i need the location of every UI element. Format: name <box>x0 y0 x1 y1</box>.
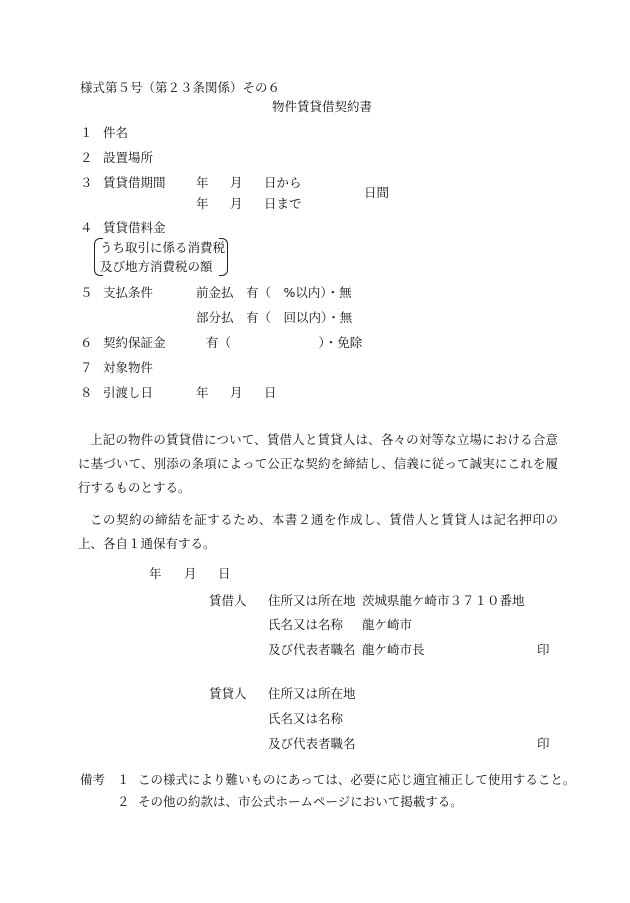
lessor-name-label: 氏名又は名称 <box>268 711 344 726</box>
period-days: 日間 <box>364 185 390 200</box>
delivery-day: 日 <box>264 385 277 400</box>
tax-note-line1: うち取引に係る消費税 <box>100 240 226 255</box>
tax-note-right-bracket <box>219 238 228 276</box>
period-from-day: 日から <box>264 175 302 190</box>
remarks-item-number: ２ <box>117 794 130 809</box>
sign-date-day: 日 <box>218 566 231 581</box>
remarks-item-text: その他の約款は、市公式ホームページにおいて掲載する。 <box>138 794 463 809</box>
lessee-name-label: 氏名又は名称 <box>268 617 344 632</box>
item-label-payment: 支払条件 <box>103 285 154 300</box>
item-number: ８ <box>80 385 93 400</box>
remarks-item-text: この様式により難いものにあっては、必要に応じ適宜補正して使用すること。 <box>138 772 576 787</box>
period-to-day: 日まで <box>264 196 302 211</box>
delivery-month: 月 <box>230 385 243 400</box>
item-label-location: 設置場所 <box>103 150 154 165</box>
item-number: ２ <box>80 150 93 165</box>
lessee-address: 茨城県龍ケ崎市３７１０番地 <box>362 593 525 608</box>
tax-note-line2: 及び地方消費税の額 <box>100 259 213 274</box>
item-label-fee: 賃貸借料金 <box>103 220 166 235</box>
delivery-year: 年 <box>196 385 209 400</box>
lessee-rep: 龍ケ崎市長 <box>362 642 425 657</box>
lessee-seal-mark: 印 <box>537 642 550 657</box>
item-number: ６ <box>80 335 93 350</box>
remarks-label: 備考 <box>80 772 106 787</box>
lessee-role: 賃借人 <box>209 593 247 608</box>
lessor-address-label: 住所又は所在地 <box>268 686 356 701</box>
item-number: ７ <box>80 360 93 375</box>
item-label-period: 賃貸借期間 <box>103 175 166 190</box>
item-number: ４ <box>80 220 93 235</box>
deposit-value: 有（ ）・免除 <box>206 335 363 350</box>
body-paragraph-2: この契約の締結を証するため、本書２通を作成し、賃借人と賃貸人は記名押印の上、各自１通保有する。 <box>78 512 558 551</box>
item-label-target: 対象物件 <box>103 360 154 375</box>
form-number: 様式第５号（第２３条関係）その６ <box>80 80 281 95</box>
sign-date-month: 月 <box>184 566 197 581</box>
period-from-year: 年 <box>196 175 209 190</box>
item-number: ５ <box>80 285 93 300</box>
lessor-seal-mark: 印 <box>537 736 550 751</box>
payment-partial: 部分払 有（ 回以内）・無 <box>196 310 353 325</box>
item-label-deposit: 契約保証金 <box>103 335 166 350</box>
period-to-year: 年 <box>196 196 209 211</box>
sign-date-year: 年 <box>149 566 162 581</box>
lessee-address-label: 住所又は所在地 <box>268 593 356 608</box>
lessee-rep-label: 及び代表者職名 <box>268 642 356 657</box>
item-label-subject: 件名 <box>103 125 129 140</box>
item-number: ３ <box>80 175 93 190</box>
lessor-rep-label: 及び代表者職名 <box>268 736 356 751</box>
period-from-month: 月 <box>230 175 243 190</box>
lessor-role: 賃貸人 <box>209 686 247 701</box>
item-number: １ <box>80 125 93 140</box>
body-paragraph-1: 上記の物件の賃貸借について、賃借人と賃貸人は、各々の対等な立場における合意に基づいて、別添の条項によって公正な契約を締結し、信義に従って誠実にこれを履行するものとする。 <box>78 432 558 495</box>
item-label-delivery: 引渡し日 <box>103 385 154 400</box>
lessee-name: 龍ケ崎市 <box>362 617 413 632</box>
remarks-item-number: １ <box>117 772 130 787</box>
document-title: 物件賃貸借契約書 <box>272 99 373 114</box>
payment-advance: 前金払 有（ %以内）・無 <box>196 285 352 300</box>
period-to-month: 月 <box>230 196 243 211</box>
